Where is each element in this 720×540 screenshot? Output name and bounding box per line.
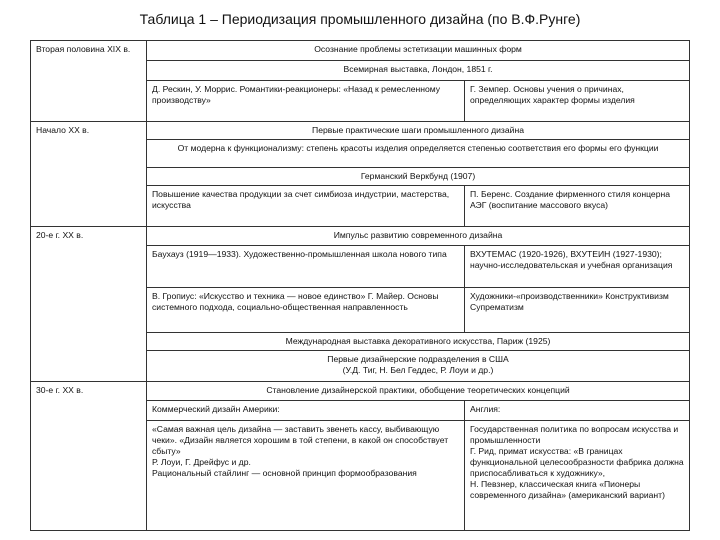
period-heading: Становление дизайнерской практики, обобщение теоретических концепций — [147, 382, 690, 401]
cell-line: Н. Певзнер, классическая книга «Пионеры современного дизайна» (американский вариант) — [470, 479, 665, 500]
table-cell: П. Беренс. Создание фирменного стиля концерна АЭГ (воспитание массового вкуса) — [465, 186, 690, 227]
period-label: 20-е г. XX в. — [31, 227, 147, 382]
table-cell — [465, 421, 690, 531]
table-row — [31, 122, 690, 140]
table-cell: Коммерческий дизайн Америки: — [147, 401, 465, 421]
table-cell: От модерна к функционализму: степень красоты изделия определяется степенью соответствия его формы его функции — [147, 140, 690, 168]
table-cell: Баухауз (1919—1933). Художественно-промышленная школа нового типа — [147, 246, 465, 288]
table-cell: Всемирная выставка, Лондон, 1851 г. — [147, 61, 690, 81]
table-cell: Международная выставка декоративного искусства, Париж (1925) — [147, 333, 690, 351]
table-row — [31, 382, 690, 401]
table-cell: Художники-«производственники» Конструктивизм Супрематизм — [465, 288, 690, 333]
table-cell — [147, 421, 465, 531]
table-cell: Англия: — [465, 401, 690, 421]
cell-line: Первые дизайнерские подразделения в США — [327, 354, 509, 364]
table-cell: ВХУТЕМАС (1920-1926), ВХУТЕИН (1927-1930); научно-исследовательская и учебная организация — [465, 246, 690, 288]
cell-line: Государственная политика по вопросам искусства и промышленности — [470, 424, 679, 445]
period-heading: Первые практические шаги промышленного дизайна — [147, 122, 690, 140]
period-heading: Импульс развитию современного дизайна — [147, 227, 690, 246]
period-heading: Осознание проблемы эстетизации машинных форм — [147, 41, 690, 61]
period-label: Вторая половина XIX в. — [31, 41, 147, 122]
cell-line: Рациональный стайлинг — основной принцип формообразования — [152, 468, 417, 478]
table-cell: Германский Веркбунд (1907) — [147, 168, 690, 186]
periodization-table — [30, 40, 690, 531]
table-cell: Д. Рескин, У. Моррис. Романтики-реакционеры: «Назад к ремесленному производству» — [147, 81, 465, 122]
cell-line: (У.Д. Тиг, Н. Бел Геддес, Р. Лоуи и др.) — [342, 365, 494, 375]
table-cell: Г. Земпер. Основы учения о причинах, определяющих характер формы изделия — [465, 81, 690, 122]
table-row — [31, 41, 690, 61]
table-cell — [147, 351, 690, 382]
table-cell: В. Гропиус: «Искусство и техника — новое единство» Г. Майер. Основы системного подхода, социально-общественная направленность — [147, 288, 465, 333]
cell-line: «Самая важная цель дизайна — заставить звенеть кассу, выбивающую чеки». «Дизайн является хорошим в той степени, в какой он способствует сбыту» — [152, 424, 449, 456]
cell-line: Г. Рид, примат искусства: «В границах функциональной целесообразности фабрика должна приспосабливаться к художнику», — [470, 446, 684, 478]
table-cell: Повышение качества продукции за счет симбиоза индустрии, мастерства, искусства — [147, 186, 465, 227]
period-label: 30-е г. XX в. — [31, 382, 147, 531]
page-title: Таблица 1 – Периодизация промышленного дизайна (по В.Ф.Рунге) — [139, 11, 581, 27]
cell-line: Р. Лоуи, Г. Дрейфус и др. — [152, 457, 251, 467]
period-label: Начало XX в. — [31, 122, 147, 227]
table-row — [31, 227, 690, 246]
